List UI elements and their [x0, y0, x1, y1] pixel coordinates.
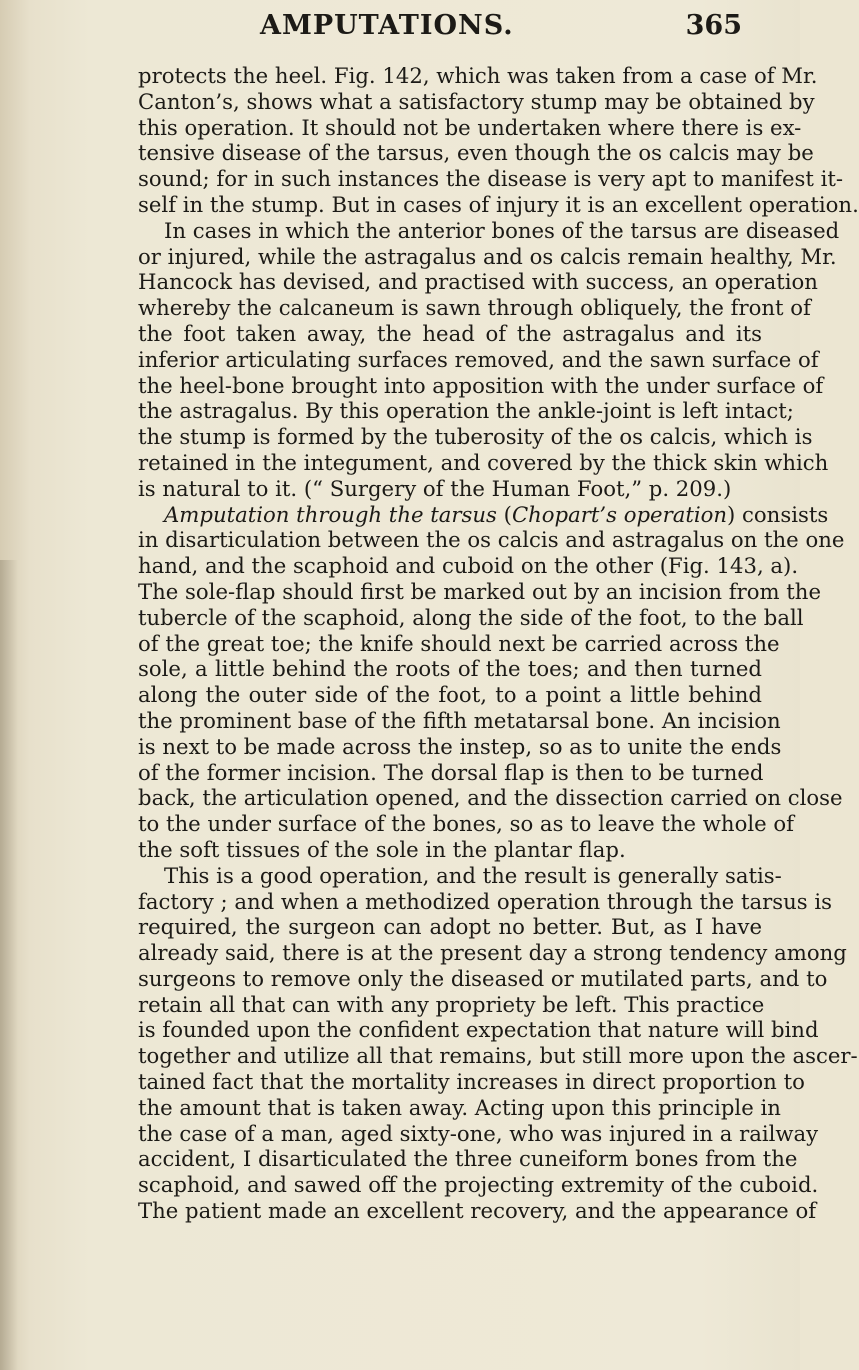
text-line: sole, a little behind the roots of the toes; and then turned [138, 656, 762, 682]
text-line: The patient made an excellent recovery, and the appearance of [138, 1198, 817, 1224]
text-line: sound; for in such instances the disease is very apt to manifest it- [138, 166, 844, 192]
page-number: 365 [685, 10, 742, 41]
text-line: the amount that is taken away. Acting upon this principle in [138, 1094, 781, 1120]
text-line: inferior articulating surfaces removed, and the sawn surface of [138, 346, 819, 372]
text-line: scaphoid, and sawed off the projecting extremity of the cuboid. [138, 1172, 819, 1198]
text-line: retained in the integument, and covered by the thick skin which [138, 449, 829, 475]
text-line: tained fact that the mortality increases in direct proportion to [138, 1069, 805, 1095]
text-line: This is a good operation, and the result is generally satis- [164, 862, 782, 888]
chopart-paren-open: ( [496, 501, 512, 527]
text-line: is natural to it. (“ Surgery of the Human Foot,” p. 209.) [138, 475, 732, 501]
text-line: tensive disease of the tarsus, even though the os calcis may be [138, 140, 814, 166]
text-line: accident, I disarticulated the three cuneiform bones from the [138, 1146, 798, 1172]
text-line: or injured, while the astragalus and os calcis remain healthy, Mr. [138, 243, 837, 269]
text-line: the heel-bone brought into apposition with the under surface of [138, 372, 824, 398]
text-line: retain all that can with any propriety be left. This practice [138, 991, 765, 1017]
text-line: to the under surface of the bones, so as to leave the whole of [138, 811, 794, 837]
text-line: The sole-flap should first be marked out by an incision from the [138, 578, 821, 604]
text-line: is next to be made across the instep, so as to unite the ends [138, 733, 782, 759]
text-line: hand, and the scaphoid and cuboid on the other (Fig. 143, a). [138, 553, 799, 579]
text-line: the foot taken away, the head of the astragalus and its [138, 320, 762, 346]
chopart-operation-italic: Chopart’s operation [511, 501, 728, 527]
text-line: whereby the calcaneum is sawn through obliquely, the front of [138, 295, 811, 321]
text-line: already said, there is at the present day a strong tendency among [138, 940, 847, 966]
text-line: Canton’s, shows what a satisfactory stump may be obtained by [138, 88, 815, 114]
text-line: in disarticulation between the os calcis and astragalus on the one [138, 527, 845, 553]
text-line: the stump is formed by the tuberosity of the os calcis, which is [138, 424, 813, 450]
chopart-paren-close: ) consists [727, 501, 829, 527]
text-line: of the great toe; the knife should next be carried across the [138, 630, 780, 656]
body-text [138, 63, 859, 1224]
text-line: Hancock has devised, and practised with success, an operation [138, 269, 818, 295]
text-line: factory ; and when a methodized operation through the tarsus is [138, 888, 833, 914]
text-line: of the former incision. The dorsal flap is then to be turned [138, 759, 764, 785]
text-line: together and utilize all that remains, but still more upon the ascer- [138, 1043, 858, 1069]
text-line: the astragalus. By this operation the ankle-joint is left intact; [138, 398, 794, 424]
text-line: the soft tissues of the sole in the plantar flap. [138, 836, 626, 862]
text-line-chopart [138, 501, 829, 528]
text-line: is founded upon the confident expectation that nature will bind [138, 1017, 819, 1043]
text-line: tubercle of the scaphoid, along the side of the foot, to the ball [138, 604, 804, 630]
text-line: this operation. It should not be undertaken where there is ex- [138, 114, 802, 140]
chopart-heading-italic: Amputation through the tarsus [164, 501, 497, 527]
text-line: In cases in which the anterior bones of the tarsus are diseased [164, 217, 840, 243]
text-line: protects the heel. Fig. 142, which was taken from a case of Mr. [138, 63, 818, 88]
text-line: back, the articulation opened, and the dissection carried on close [138, 785, 843, 811]
text-line: required, the surgeon can adopt no better. But, as I have [138, 914, 762, 940]
text-line: the prominent base of the fifth metatarsal bone. An incision [138, 707, 781, 733]
running-head: AMPUTATIONS. [260, 10, 514, 41]
binding-shadow [0, 560, 18, 1370]
text-line: along the outer side of the foot, to a point a little behind [138, 682, 762, 708]
text-line: the case of a man, aged sixty-one, who was injured in a railway [138, 1120, 819, 1146]
text-line: self in the stump. But in cases of injury it is an excellent operation. [138, 191, 859, 217]
text-line: surgeons to remove only the diseased or mutilated parts, and to [138, 965, 828, 991]
page-header [130, 10, 770, 46]
